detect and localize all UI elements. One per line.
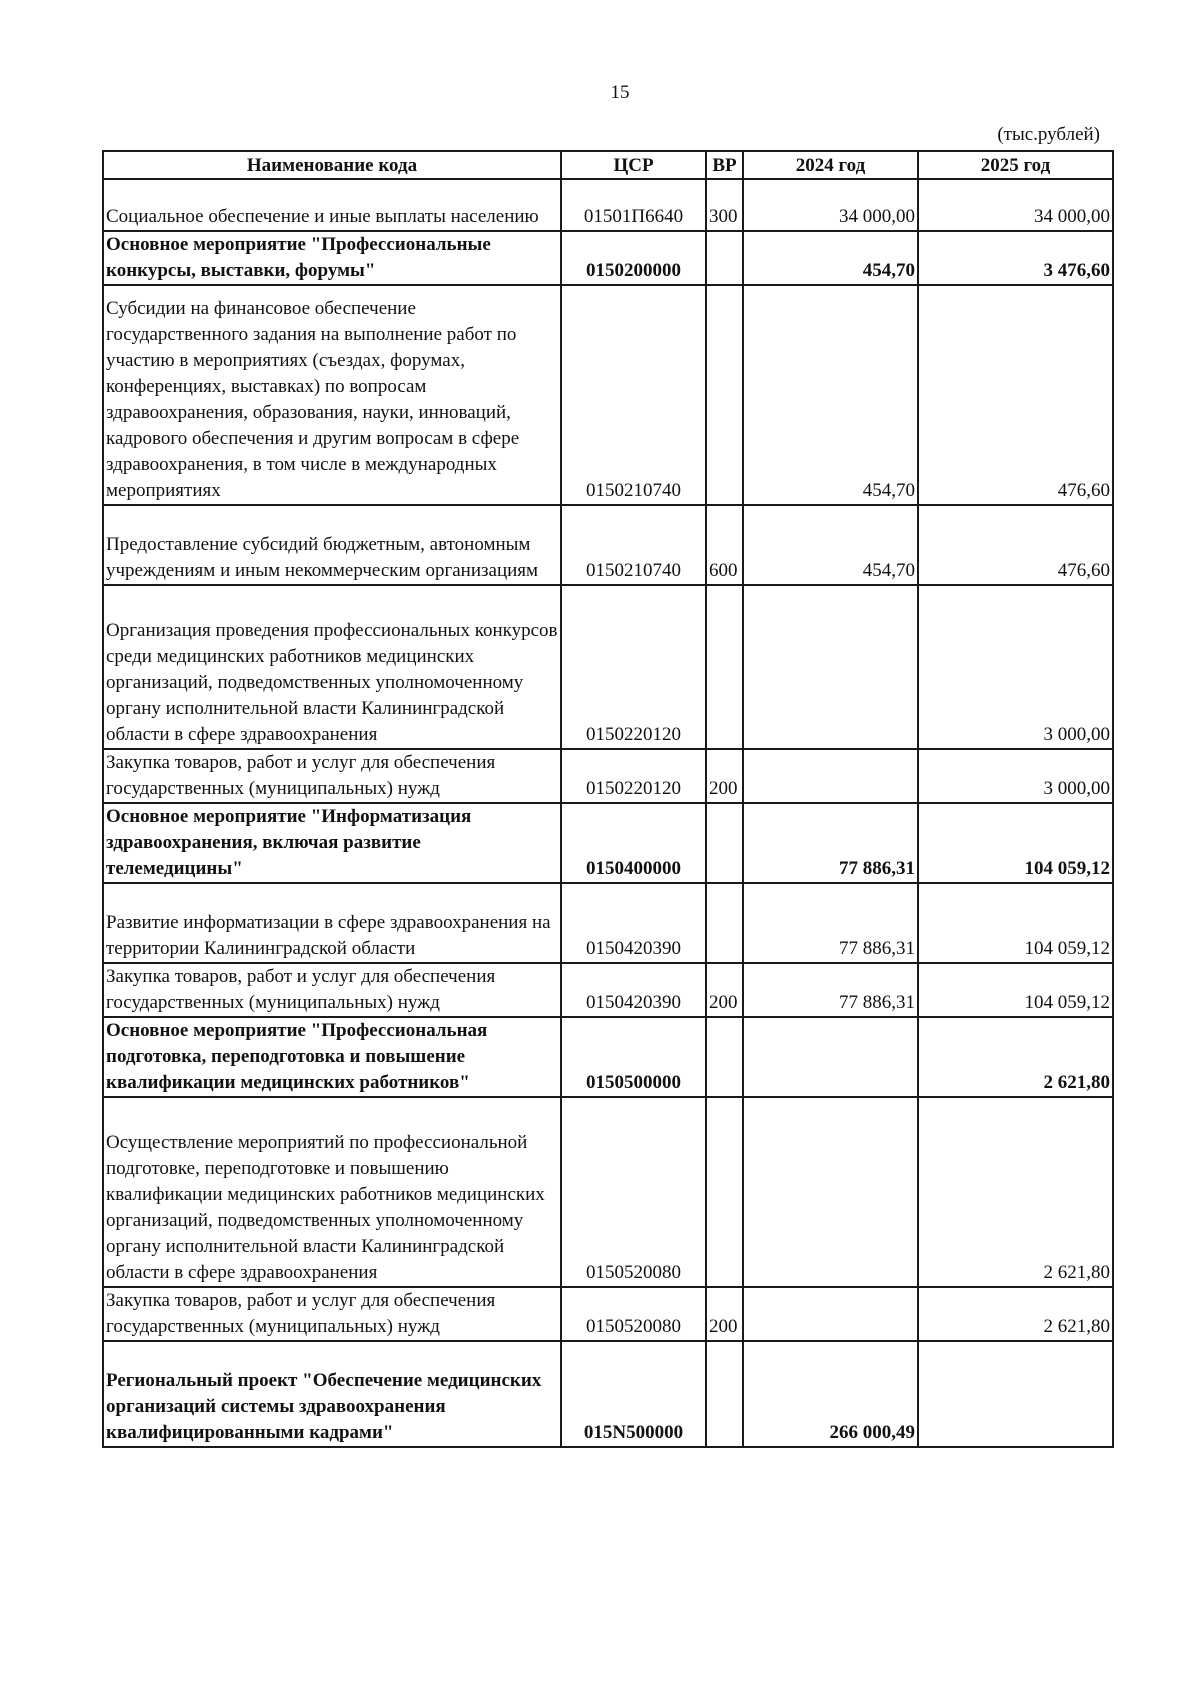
cell-2024: [743, 1287, 918, 1341]
cell-csr: 0150420390: [561, 963, 706, 1017]
header-2025: 2025 год: [918, 151, 1113, 179]
cell-name: Основное мероприятие "Информатизация здравоохранения, включая развитие телемедицины": [103, 803, 561, 883]
cell-2024: 454,70: [743, 285, 918, 505]
cell-vr: [706, 231, 743, 285]
table-row: [103, 179, 1113, 231]
cell-name: Основное мероприятие "Профессиональная подготовка, переподготовка и повышение квалификации медицинских работников": [103, 1017, 561, 1097]
cell-2024: 77 886,31: [743, 803, 918, 883]
cell-vr: [706, 1341, 743, 1447]
table-row: [103, 585, 1113, 749]
table-row: [103, 963, 1113, 1017]
cell-vr: [706, 883, 743, 963]
table-row: [103, 1341, 1113, 1447]
cell-name: Закупка товаров, работ и услуг для обеспечения государственных (муниципальных) нужд: [103, 1287, 561, 1341]
cell-csr: 0150420390: [561, 883, 706, 963]
cell-vr: 200: [706, 1287, 743, 1341]
cell-2024: [743, 585, 918, 749]
cell-csr: 0150500000: [561, 1017, 706, 1097]
page-number: 15: [610, 82, 630, 103]
units-label: (тыс.рублей): [997, 124, 1100, 145]
cell-vr: [706, 803, 743, 883]
cell-vr: [706, 285, 743, 505]
cell-name: Закупка товаров, работ и услуг для обеспечения государственных (муниципальных) нужд: [103, 963, 561, 1017]
budget-table: [102, 150, 1114, 1448]
cell-csr: 0150220120: [561, 749, 706, 803]
cell-2025: 3 000,00: [918, 585, 1113, 749]
cell-name: Региональный проект "Обеспечение медицинских организаций системы здравоохранения квалифицированными кадрами": [103, 1341, 561, 1447]
cell-2024: 34 000,00: [743, 179, 918, 231]
cell-csr: 015N500000: [561, 1341, 706, 1447]
table-row: [103, 285, 1113, 505]
cell-2024: 266 000,49: [743, 1341, 918, 1447]
cell-csr: 01501П6640: [561, 179, 706, 231]
cell-2024: [743, 1097, 918, 1287]
cell-csr: 0150200000: [561, 231, 706, 285]
cell-name: Организация проведения профессиональных конкурсов среди медицинских работников медицинских организаций, подведомственных уполномоченному органу исполнительной власти Калининградской области в сфере здравоохранения: [103, 585, 561, 749]
header-csr: ЦСР: [561, 151, 706, 179]
cell-csr: 0150210740: [561, 285, 706, 505]
cell-name: Предоставление субсидий бюджетным, автономным учреждениям и иным некоммерческим организациям: [103, 505, 561, 585]
header-2024: 2024 год: [743, 151, 918, 179]
table-row: [103, 803, 1113, 883]
cell-2025: 476,60: [918, 505, 1113, 585]
cell-vr: [706, 1017, 743, 1097]
cell-2024: 454,70: [743, 505, 918, 585]
cell-2025: [918, 1341, 1113, 1447]
header-vr: ВР: [706, 151, 743, 179]
cell-2025: 2 621,80: [918, 1017, 1113, 1097]
cell-vr: [706, 1097, 743, 1287]
header-name: Наименование кода: [103, 151, 561, 179]
table-row: [103, 1287, 1113, 1341]
cell-vr: 600: [706, 505, 743, 585]
cell-csr: 0150400000: [561, 803, 706, 883]
cell-2025: 476,60: [918, 285, 1113, 505]
cell-csr: 0150520080: [561, 1287, 706, 1341]
cell-name: Субсидии на финансовое обеспечение государственного задания на выполнение работ по участию в мероприятиях (съездах, форумах, конференциях, выставках) по вопросам здравоохранения, образования, науки, инноваций, кадрового обеспечения и другим вопросам в сфере здравоохранения, в том числе в международных мероприятиях: [103, 285, 561, 505]
cell-2024: [743, 1017, 918, 1097]
table-row: [103, 231, 1113, 285]
cell-2025: 2 621,80: [918, 1287, 1113, 1341]
table-row: [103, 1017, 1113, 1097]
cell-csr: 0150220120: [561, 585, 706, 749]
table-row: [103, 1097, 1113, 1287]
table-header-row: [103, 151, 1113, 179]
cell-2025: 3 476,60: [918, 231, 1113, 285]
cell-2025: 104 059,12: [918, 803, 1113, 883]
cell-csr: 0150520080: [561, 1097, 706, 1287]
cell-vr: 300: [706, 179, 743, 231]
cell-2025: 104 059,12: [918, 963, 1113, 1017]
cell-2024: 454,70: [743, 231, 918, 285]
cell-csr: 0150210740: [561, 505, 706, 585]
cell-name: Социальное обеспечение и иные выплаты населению: [103, 179, 561, 231]
cell-vr: [706, 585, 743, 749]
table-row: [103, 749, 1113, 803]
cell-vr: 200: [706, 963, 743, 1017]
cell-2025: 2 621,80: [918, 1097, 1113, 1287]
cell-2025: 3 000,00: [918, 749, 1113, 803]
cell-name: Основное мероприятие "Профессиональные конкурсы, выставки, форумы": [103, 231, 561, 285]
cell-2025: 104 059,12: [918, 883, 1113, 963]
cell-2024: 77 886,31: [743, 883, 918, 963]
cell-2025: 34 000,00: [918, 179, 1113, 231]
table-row: [103, 883, 1113, 963]
cell-vr: 200: [706, 749, 743, 803]
cell-name: Закупка товаров, работ и услуг для обеспечения государственных (муниципальных) нужд: [103, 749, 561, 803]
cell-name: Осуществление мероприятий по профессиональной подготовке, переподготовке и повышению квалификации медицинских работников медицинских организаций, подведомственных уполномоченному органу исполнительной власти Калининградской области в сфере здравоохранения: [103, 1097, 561, 1287]
cell-2024: 77 886,31: [743, 963, 918, 1017]
table-row: [103, 505, 1113, 585]
cell-name: Развитие информатизации в сфере здравоохранения на территории Калининградской области: [103, 883, 561, 963]
cell-2024: [743, 749, 918, 803]
